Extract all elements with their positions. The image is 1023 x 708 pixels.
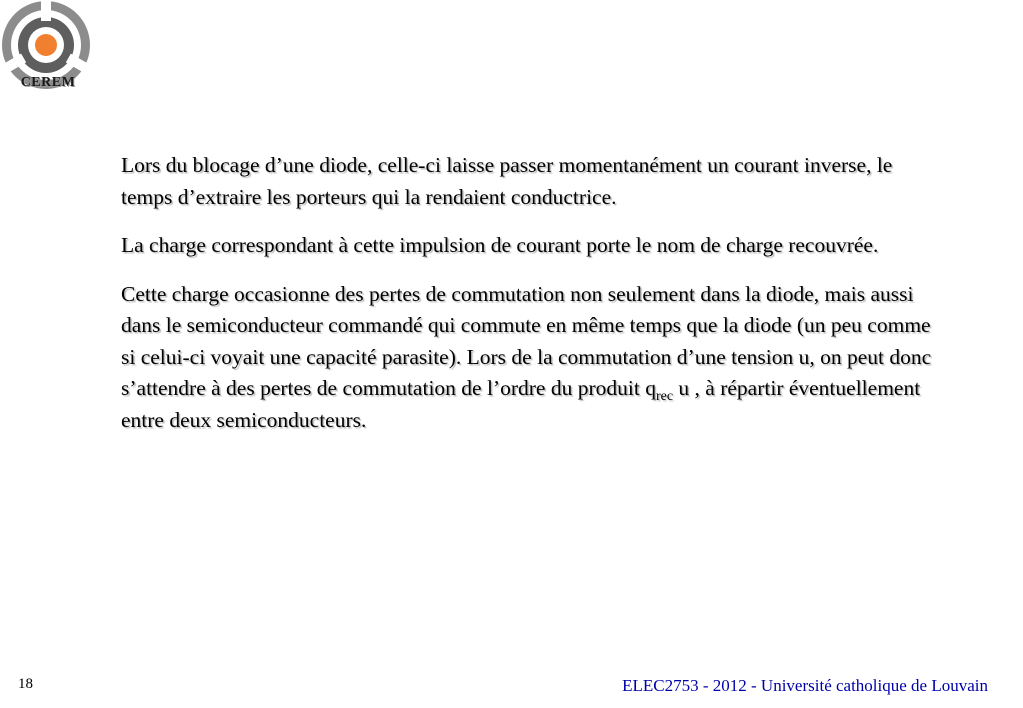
course-footer: ELEC2753 - 2012 - Université catholique de Louvain (622, 676, 988, 695)
paragraph-blocking: Lors du blocage d’une diode, celle-ci laisse passer momentanément un courant inverse, le temps d’extraire les porteurs qui la rendaient conductrice. (121, 153, 893, 209)
paragraph-switching-losses (121, 279, 936, 437)
switching-losses-text: Cette charge occasionne des pertes de commutation non seulement dans la diode, mais aussi dans le semiconducteur commandé qui commute en même temps que la diode (un peu comme si celui-ci voyait une capacité parasite). (121, 281, 931, 369)
switching-energy-text: Lors de la commutation d’une tension u, on peut donc s’attendre à des pertes de commutation de l’ordre du produit (121, 344, 932, 400)
switching-energy-text-end: u , à répartir éventuellement entre deux semiconducteurs. (121, 376, 921, 432)
logo-text: CEREM (20, 75, 76, 90)
charge-symbol: q (645, 376, 656, 400)
page-number: 18 (18, 676, 33, 692)
charge-subscript: rec (655, 389, 674, 404)
paragraph-recovered-charge: La charge correspondant à cette impulsion de courant porte le nom de charge recouvrée. (121, 233, 879, 257)
cerem-logo (0, 0, 96, 96)
slide-body (121, 150, 936, 436)
